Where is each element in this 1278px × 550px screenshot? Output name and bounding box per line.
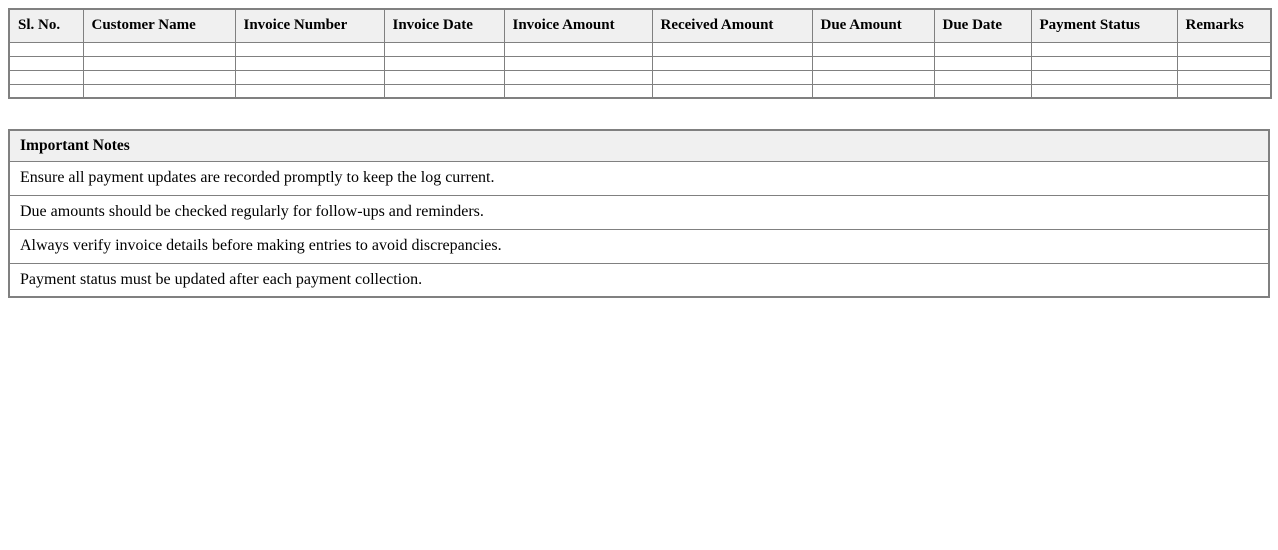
invoice-cell[interactable] <box>235 70 384 84</box>
column-header-invoice-number: Invoice Number <box>235 9 384 42</box>
column-header-payment-status: Payment Status <box>1031 9 1177 42</box>
note-row <box>9 229 1269 263</box>
invoice-empty-row <box>9 70 1271 84</box>
invoice-cell[interactable] <box>1031 42 1177 56</box>
note-item: Ensure all payment updates are recorded promptly to keep the log current. <box>9 161 1269 195</box>
invoice-cell[interactable] <box>934 56 1031 70</box>
invoice-cell[interactable] <box>652 84 812 98</box>
note-row <box>9 161 1269 195</box>
invoice-cell[interactable] <box>1177 56 1271 70</box>
invoice-cell[interactable] <box>83 42 235 56</box>
column-header-due-amount: Due Amount <box>812 9 934 42</box>
invoice-cell[interactable] <box>812 42 934 56</box>
invoice-cell[interactable] <box>812 84 934 98</box>
invoice-cell[interactable] <box>934 70 1031 84</box>
invoice-cell[interactable] <box>235 42 384 56</box>
invoice-cell[interactable] <box>384 84 504 98</box>
invoice-cell[interactable] <box>83 56 235 70</box>
invoice-cell[interactable] <box>652 70 812 84</box>
invoice-log-table <box>8 8 1272 99</box>
note-item: Payment status must be updated after each payment collection. <box>9 263 1269 297</box>
note-item: Due amounts should be checked regularly for follow-ups and reminders. <box>9 195 1269 229</box>
invoice-empty-row <box>9 56 1271 70</box>
invoice-header-row <box>9 9 1271 42</box>
invoice-cell[interactable] <box>1177 70 1271 84</box>
invoice-cell[interactable] <box>812 70 934 84</box>
invoice-cell[interactable] <box>652 56 812 70</box>
invoice-cell[interactable] <box>812 56 934 70</box>
invoice-cell[interactable] <box>83 70 235 84</box>
invoice-cell[interactable] <box>9 42 83 56</box>
invoice-cell[interactable] <box>9 70 83 84</box>
notes-table <box>8 129 1270 298</box>
notes-header-row <box>9 130 1269 161</box>
invoice-empty-row <box>9 42 1271 56</box>
column-header-invoice-amount: Invoice Amount <box>504 9 652 42</box>
invoice-cell[interactable] <box>1031 56 1177 70</box>
column-header-customer-name: Customer Name <box>83 9 235 42</box>
invoice-cell[interactable] <box>384 42 504 56</box>
invoice-cell[interactable] <box>9 84 83 98</box>
invoice-cell[interactable] <box>504 84 652 98</box>
invoice-cell[interactable] <box>504 56 652 70</box>
column-header-invoice-date: Invoice Date <box>384 9 504 42</box>
invoice-table-body <box>9 42 1271 98</box>
invoice-cell[interactable] <box>1177 84 1271 98</box>
invoice-cell[interactable] <box>9 56 83 70</box>
column-header-remarks: Remarks <box>1177 9 1271 42</box>
column-header-sl-no: Sl. No. <box>9 9 83 42</box>
column-header-due-date: Due Date <box>934 9 1031 42</box>
note-row <box>9 263 1269 297</box>
invoice-cell[interactable] <box>934 84 1031 98</box>
invoice-cell[interactable] <box>652 42 812 56</box>
invoice-cell[interactable] <box>1031 70 1177 84</box>
notes-title: Important Notes <box>9 130 1269 161</box>
invoice-cell[interactable] <box>1177 42 1271 56</box>
invoice-cell[interactable] <box>384 56 504 70</box>
invoice-empty-row <box>9 84 1271 98</box>
invoice-cell[interactable] <box>235 84 384 98</box>
invoice-cell[interactable] <box>83 84 235 98</box>
column-header-received-amount: Received Amount <box>652 9 812 42</box>
invoice-cell[interactable] <box>235 56 384 70</box>
invoice-cell[interactable] <box>934 42 1031 56</box>
note-row <box>9 195 1269 229</box>
note-item: Always verify invoice details before making entries to avoid discrepancies. <box>9 229 1269 263</box>
invoice-cell[interactable] <box>1031 84 1177 98</box>
invoice-cell[interactable] <box>504 70 652 84</box>
invoice-cell[interactable] <box>504 42 652 56</box>
invoice-cell[interactable] <box>384 70 504 84</box>
